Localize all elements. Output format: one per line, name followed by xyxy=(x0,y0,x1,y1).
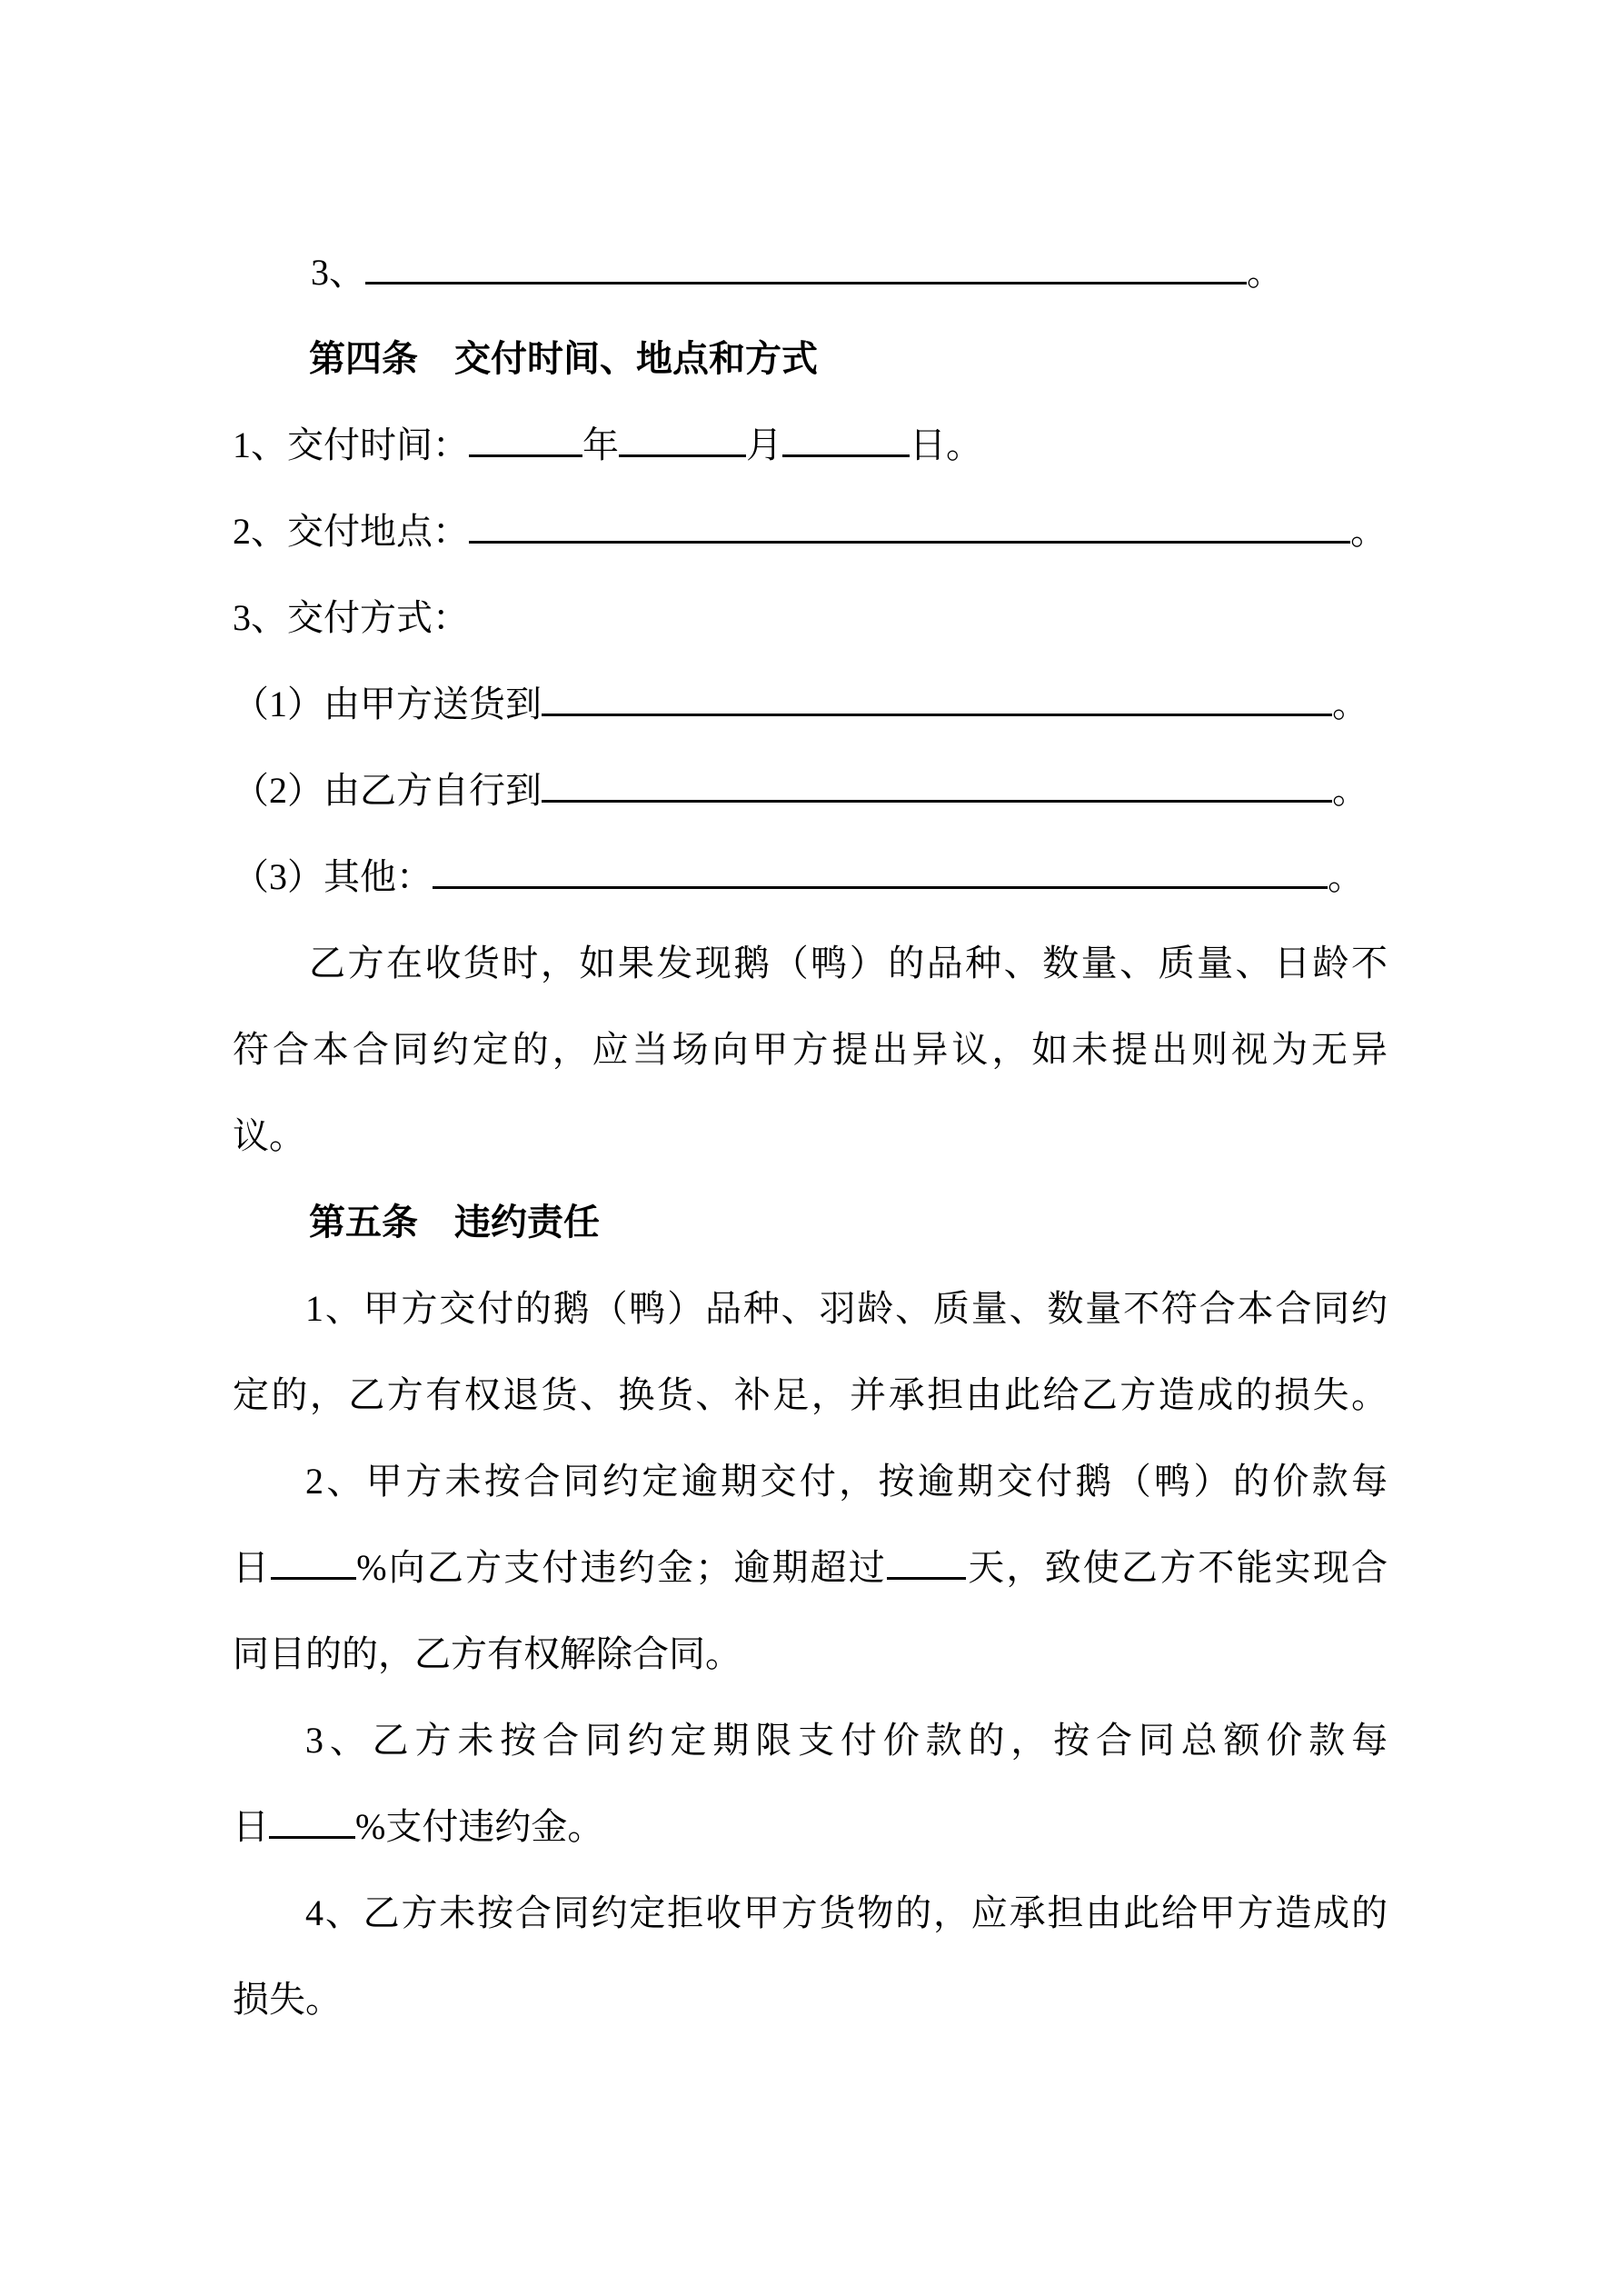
text-run: （1）由甲方送货到 xyxy=(233,684,542,724)
blank-underline xyxy=(433,883,1328,889)
blank-underline xyxy=(469,537,1350,544)
document-line xyxy=(233,1352,1388,1438)
document-line xyxy=(233,1438,1388,1524)
text-run: 日。 xyxy=(910,424,982,465)
text-run: 。 xyxy=(1247,252,1283,293)
blank-underline xyxy=(542,796,1332,803)
text-run: 日 xyxy=(233,1547,272,1588)
text-run: 4、乙方未按合同约定拒收甲方货物的，应承担由此给甲方造成的 xyxy=(305,1892,1388,1933)
document-line xyxy=(233,1956,1388,2042)
document-line xyxy=(233,1093,1388,1179)
text-run: 。 xyxy=(1328,856,1364,897)
document-line xyxy=(233,1524,1388,1611)
text-run: 符合本合同约定的，应当场向甲方提出异议，如未提出则视为无异 xyxy=(233,1029,1388,1070)
document-line xyxy=(233,1611,1388,1697)
contract-body xyxy=(233,229,1388,2042)
blank-underline xyxy=(887,1573,966,1580)
document-line xyxy=(233,574,1388,661)
text-run: %支付违约金。 xyxy=(355,1806,604,1847)
text-run: 日 xyxy=(233,1806,269,1847)
text-run: 3、 xyxy=(311,252,365,293)
document-line xyxy=(233,1783,1388,1870)
document-line xyxy=(233,747,1388,834)
text-run: 定的，乙方有权退货、换货、补足，并承担由此给乙方造成的损失。 xyxy=(233,1374,1388,1415)
text-run: 第五条 违约责任 xyxy=(309,1202,600,1243)
document-line xyxy=(233,402,1388,488)
text-run: 。 xyxy=(1332,770,1368,811)
blank-underline xyxy=(782,451,910,457)
text-run: 同目的的，乙方有权解除合同。 xyxy=(233,1633,741,1674)
blank-underline xyxy=(271,1573,356,1580)
text-run: 。 xyxy=(1350,511,1387,552)
text-run: 2、交付地点： xyxy=(233,511,469,552)
section-heading xyxy=(233,315,1388,402)
blank-underline xyxy=(469,451,582,457)
text-run: 1、交付时间： xyxy=(233,424,469,465)
text-run: 3、乙方未按合同约定期限支付价款的，按合同总额价款每 xyxy=(305,1720,1388,1761)
text-run: （3）其他： xyxy=(233,856,433,897)
document-line xyxy=(233,1870,1388,1956)
document-line xyxy=(233,834,1388,920)
section-heading xyxy=(233,1179,1388,1265)
text-run: %向乙方支付违约金；逾期超过 xyxy=(356,1547,888,1588)
text-run: 年 xyxy=(582,424,619,465)
blank-underline xyxy=(542,710,1332,716)
document-line xyxy=(233,920,1388,1006)
blank-underline xyxy=(619,451,746,457)
document-line xyxy=(233,488,1388,574)
text-run: 天，致使乙方不能实现合 xyxy=(966,1547,1388,1588)
blank-underline xyxy=(269,1832,355,1839)
text-run: 。 xyxy=(1332,684,1368,724)
document-line xyxy=(233,1697,1388,1783)
document-line xyxy=(233,229,1388,315)
text-run: 损失。 xyxy=(233,1979,342,2020)
document-line xyxy=(233,661,1388,747)
text-run: 2、甲方未按合同约定逾期交付，按逾期交付鹅（鸭）的价款每 xyxy=(305,1461,1388,1502)
document-line xyxy=(233,1265,1388,1352)
text-run: 1、甲方交付的鹅（鸭）品种、羽龄、质量、数量不符合本合同约 xyxy=(305,1288,1388,1329)
document-line xyxy=(233,1006,1388,1093)
text-run: 月 xyxy=(746,424,782,465)
text-run: （2）由乙方自行到 xyxy=(233,770,542,811)
text-run: 3、交付方式： xyxy=(233,597,469,638)
blank-underline xyxy=(365,278,1247,285)
text-run: 第四条 交付时间、地点和方式 xyxy=(309,338,818,379)
text-run: 乙方在收货时，如果发现鹅（鸭）的品种、数量、质量、日龄不 xyxy=(309,943,1388,983)
text-run: 议。 xyxy=(233,1115,305,1156)
